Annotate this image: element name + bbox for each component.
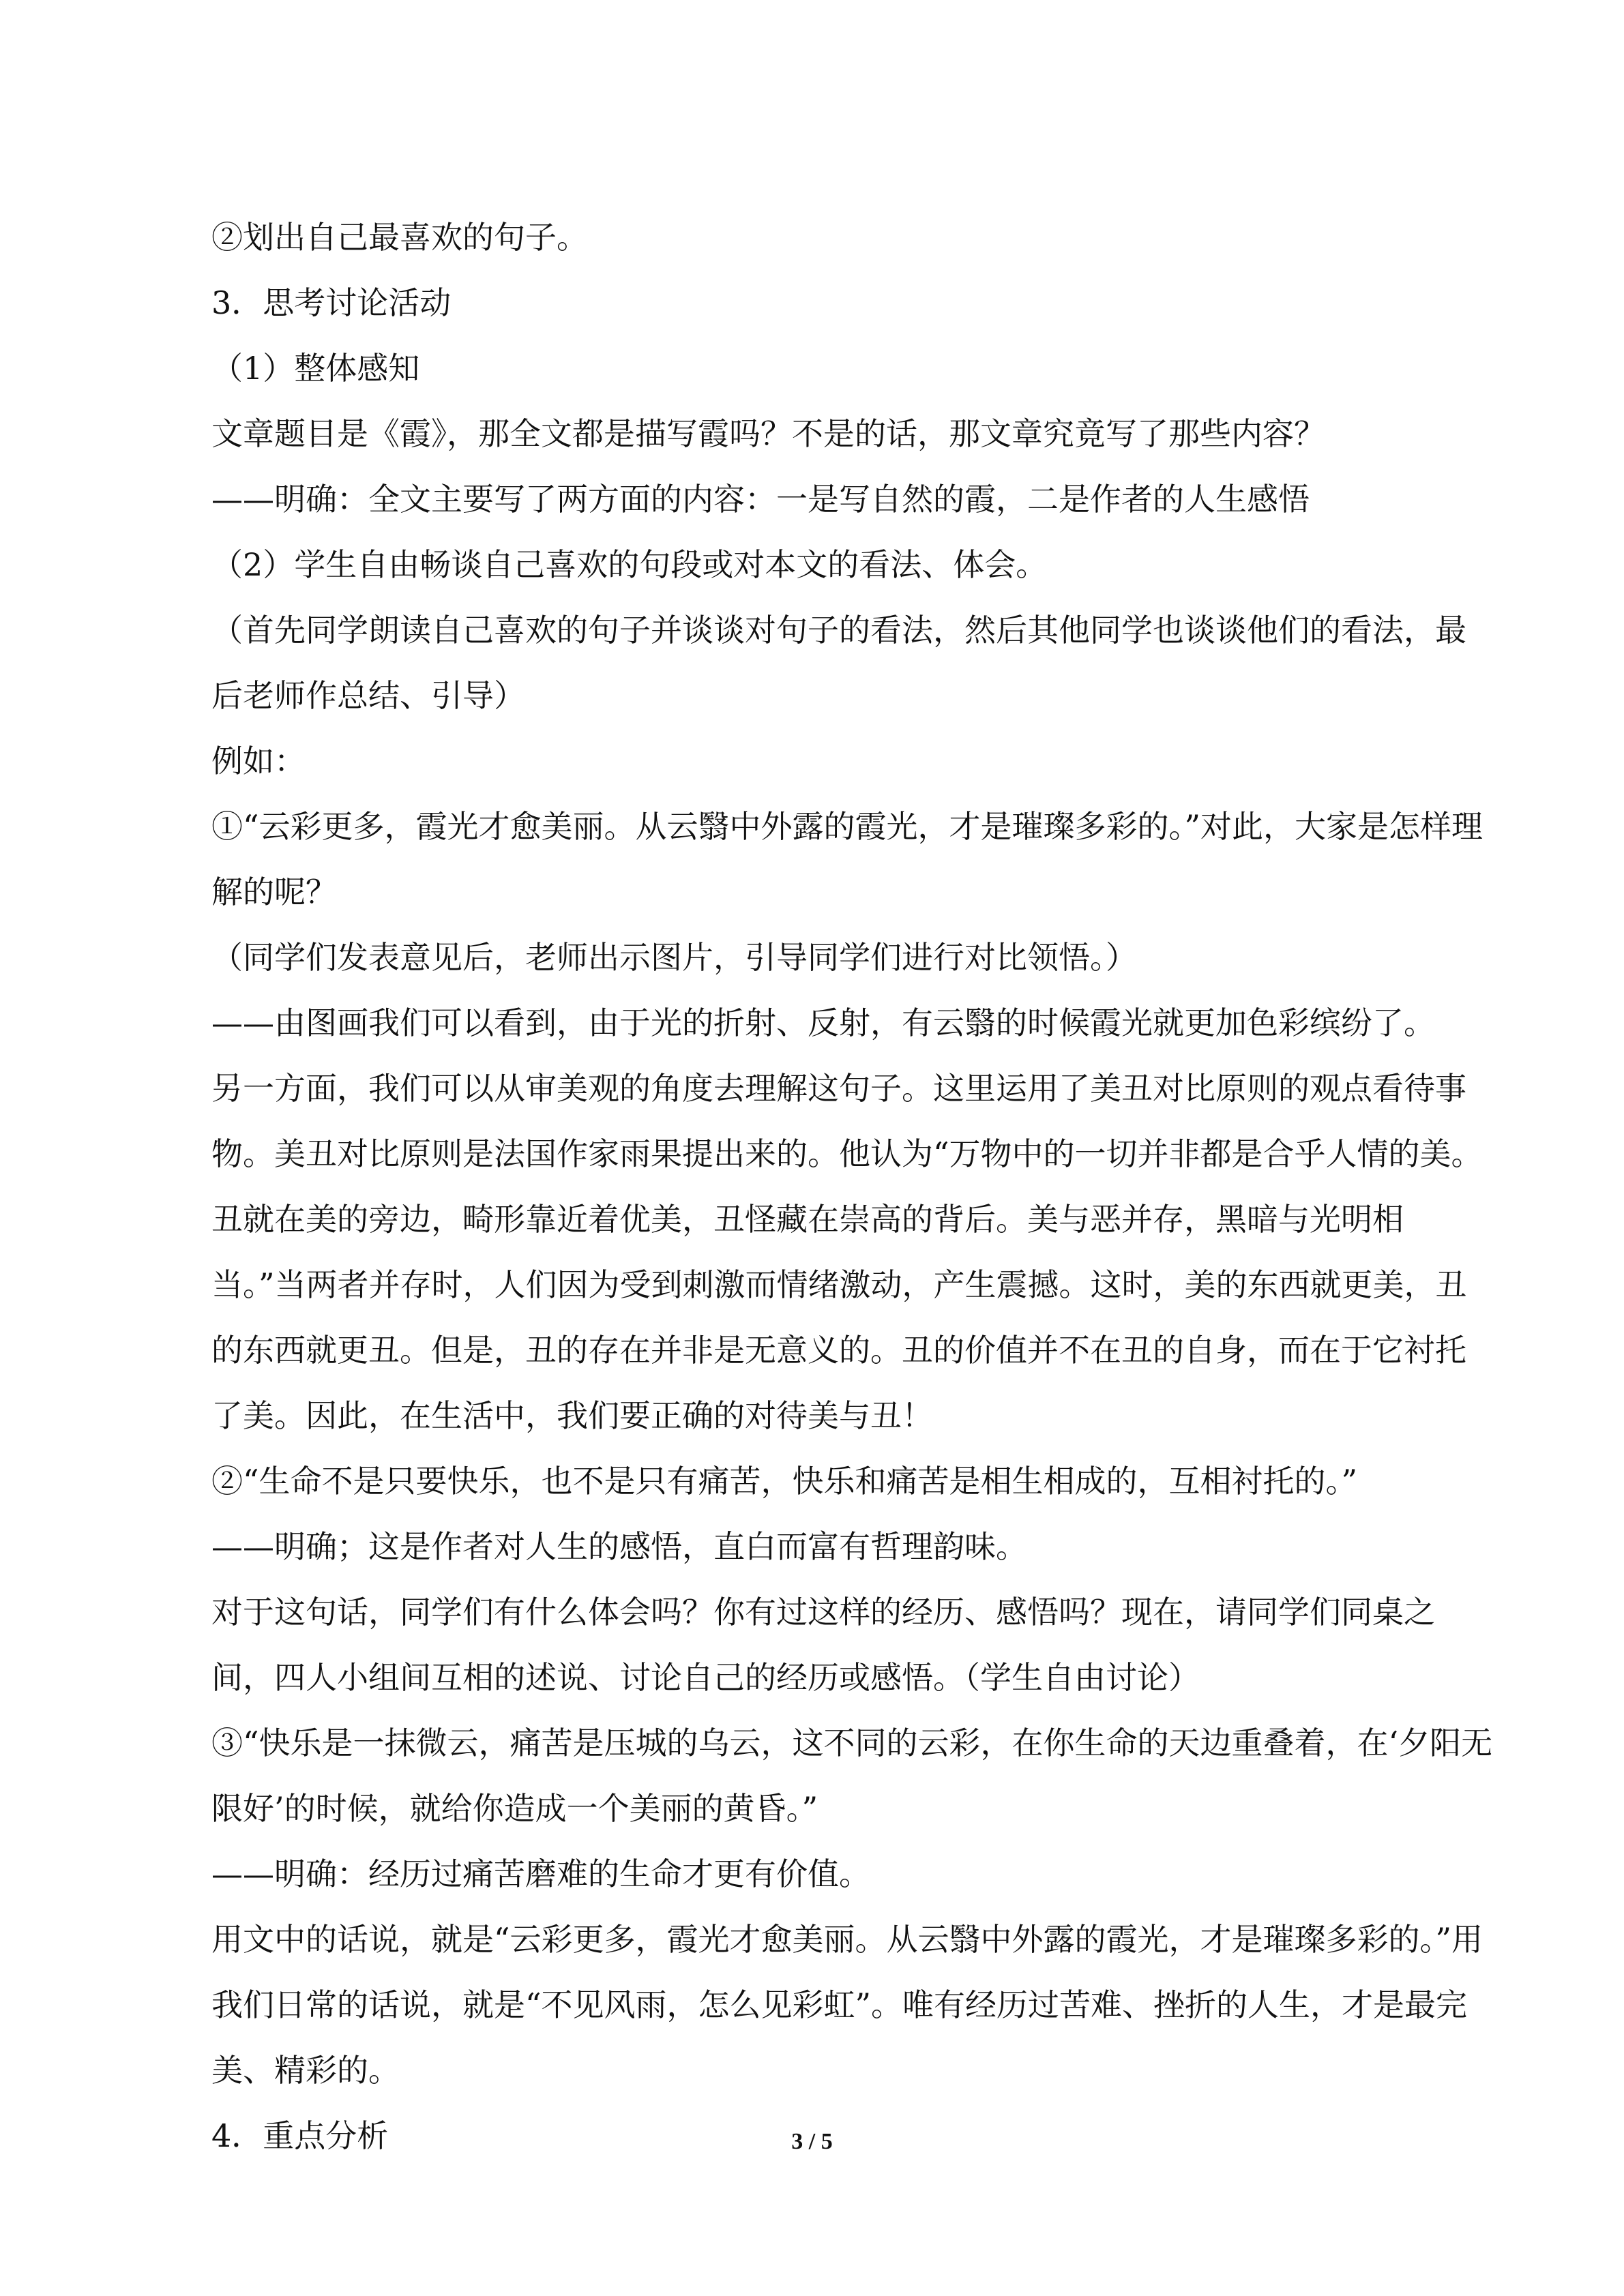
- paragraph-question-title: 文章题目是《霞》，那全文都是描写霞吗？不是的话，那文章究竟写了那些内容？: [211, 415, 1325, 452]
- page-number: 3 / 5: [791, 2129, 833, 2154]
- paragraph-example-label: 例如：: [211, 743, 306, 779]
- paragraph-rainbow: 用文中的话说，就是“云彩更多，霞光才愈美丽。从云翳中外露的霞光，才是璀璨多彩的。”用我们日常的话说，就是“不见风雨，怎么见彩虹”。唯有经历过苦难、挫折的人生，才是最完美、精彩的。: [211, 1921, 1483, 2089]
- paragraph-quote-2: ②“生命不是只要快乐，也不是只有痛苦，快乐和痛苦是相生相成的，互相衬托的。”: [211, 1463, 1358, 1500]
- paragraph-step-2: ②划出自己最喜欢的句子。: [211, 219, 588, 256]
- paragraph-aesthetics: 另一方面，我们可以从审美观的角度去理解这句子。这里运用了美丑对比原则的观点看待事物。美丑对比原则是法国作家雨果提出来的。他认为“万物中的一切并非都是合乎人情的美。丑就在美的旁边，畸形靠近着优美，丑怪藏在崇高的背后。美与恶并存，黑暗与光明相当。”当两者并存时，人们因为受到刺激而情绪激动，产生震撼。这时，美的东西就更美，丑的东西就更丑。但是，丑的存在并非是无意义的。丑的价值并不在丑的自身，而在于它衬托了美。因此，在生活中，我们要正确的对待美与丑！: [211, 1070, 1483, 1434]
- heading-key-analysis: 4．重点分析: [211, 2117, 389, 2154]
- paragraph-answer-content: ——明确：全文主要写了两方面的内容：一是写自然的霞，二是作者的人生感悟: [211, 481, 1310, 518]
- paragraph-answer-2: ——明确；这是作者对人生的感悟，直白而富有哲理韵味。: [211, 1528, 1027, 1565]
- paragraph-quote-3: ③“快乐是一抹微云，痛苦是压城的乌云，这不同的云彩，在你生命的天边重叠着，在‘夕阳无限好’的时候，就给你造成一个美丽的黄昏。”: [211, 1725, 1493, 1827]
- subheading-overall-perception: （1）整体感知: [211, 350, 420, 387]
- paragraph-teacher-images: （同学们发表意见后，老师出示图片，引导同学们进行对比领悟。）: [211, 939, 1137, 976]
- paragraph-discussion-procedure: （首先同学朗读自己喜欢的句子并谈谈对句子的看法，然后其他同学也谈谈他们的看法，最后老师作总结、引导）: [211, 612, 1466, 714]
- paragraph-answer-3: ——明确：经历过痛苦磨难的生命才更有价值。: [211, 1855, 870, 1892]
- subheading-free-discussion: （2）学生自由畅谈自己喜欢的句段或对本文的看法、体会。: [211, 546, 1048, 583]
- paragraph-refraction: ——由图画我们可以看到，由于光的折射、反射，有云翳的时候霞光就更加色彩缤纷了。: [211, 1004, 1435, 1041]
- paragraph-group-discussion: 对于这句话，同学们有什么体会吗？你有过这样的经历、感悟吗？现在，请同学们同桌之间，四人小组间互相的述说、讨论自己的经历或感悟。（学生自由讨论）: [211, 1594, 1435, 1696]
- heading-discussion-activity: 3．思考讨论活动: [211, 284, 452, 321]
- paragraph-quote-1: ①“云彩更多，霞光才愈美丽。从云翳中外露的霞光，才是璀璨多彩的。”对此，大家是怎样理解的呢？: [211, 808, 1483, 910]
- document-body: [211, 205, 1494, 2168]
